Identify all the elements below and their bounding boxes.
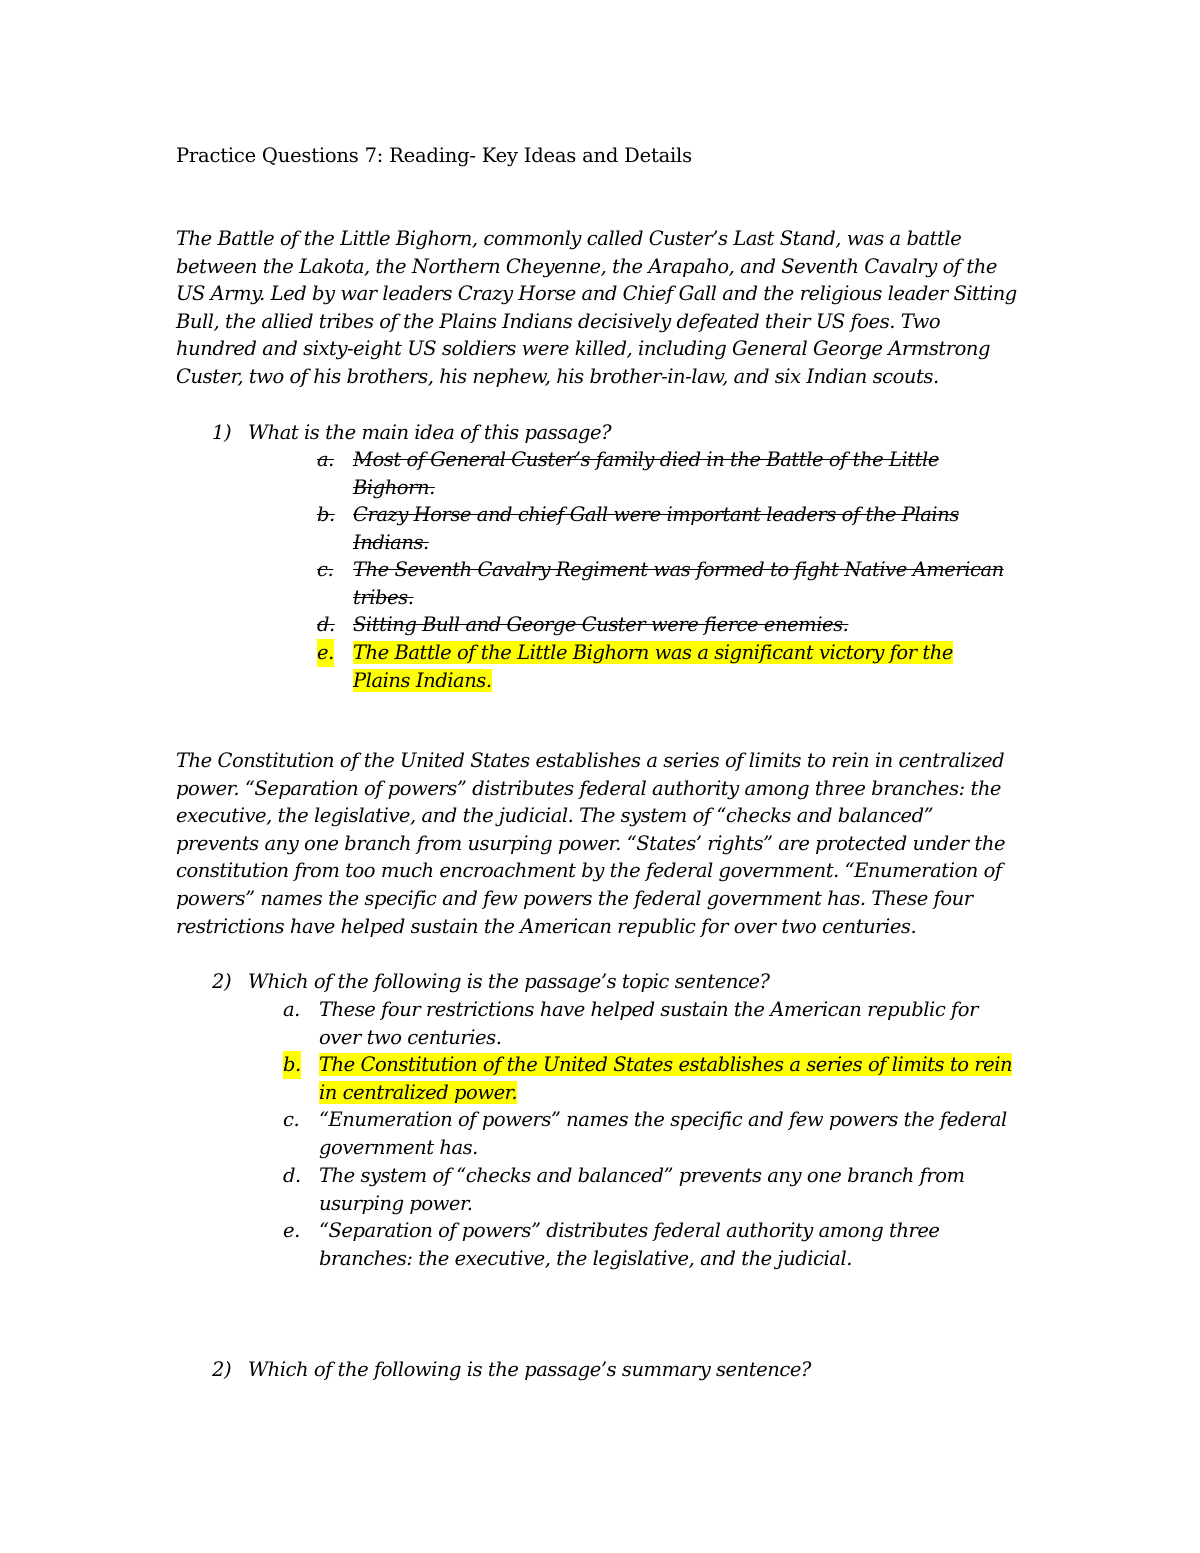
passage-line: US Army. Led by war leaders Crazy Horse and Chief Gall and the religious leader Sitting	[176, 282, 1017, 306]
question-text: Which of the following is the passage’s summary sentence?	[248, 1358, 811, 1381]
question-number: 2)	[212, 970, 232, 993]
option-text-line: The system of “checks and balanced” prevents any one branch from	[319, 1164, 965, 1187]
option-text-line: “Enumeration of powers” names the specific and few powers the federal	[319, 1108, 1007, 1131]
option-text-line: Most of General Custer’s family died in the Battle of the Little	[353, 448, 939, 471]
option-letter: a.	[317, 448, 334, 471]
option-text-line: usurping power.	[319, 1191, 473, 1215]
option-letter: c.	[317, 558, 334, 581]
question-number: 1)	[212, 421, 232, 444]
page-title: Practice Questions 7: Reading- Key Ideas and Details	[176, 144, 692, 167]
option-text-line: The Seventh Cavalry Regiment was formed to fight Native American	[353, 558, 1004, 581]
passage-line: constitution from too much encroachment by the federal government. “Enumeration of	[176, 859, 1002, 883]
option-text-line-highlighted: The Constitution of the United States establishes a series of limits to rein	[319, 1053, 1013, 1076]
option-text-line-highlighted: The Battle of the Little Bighorn was a significant victory for the	[353, 641, 953, 664]
passage-line: Custer, two of his brothers, his nephew, his brother-in-law, and six Indian scouts.	[176, 364, 939, 388]
option-text-line: Crazy Horse and chief Gall were important leaders of the Plains	[353, 503, 959, 526]
option-text-line: Indians.	[353, 530, 429, 554]
option-letter: e.	[283, 1219, 300, 1242]
option-text-line: branches: the executive, the legislative, and the judicial.	[319, 1246, 853, 1270]
option-text-line: government has.	[319, 1135, 478, 1159]
option-letter: a.	[283, 998, 300, 1021]
passage-line: between the Lakota, the Northern Cheyenne, the Arapaho, and Seventh Cavalry of the	[176, 254, 998, 278]
option-letter: b.	[283, 1051, 301, 1079]
passage-line: The Constitution of the United States establishes a series of limits to rein in centralized	[176, 749, 1005, 772]
passage-line: The Battle of the Little Bighorn, commonly called Custer’s Last Stand, was a battle	[176, 227, 962, 250]
option-text-line: Sitting Bull and George Custer were fierce enemies.	[353, 613, 849, 636]
option-text-line: over two centuries.	[319, 1025, 502, 1049]
question-3	[212, 1356, 811, 1384]
option-letter: d.	[317, 613, 335, 636]
passage-constitution	[176, 747, 1036, 940]
passage-line: hundred and sixty-eight US soldiers were killed, including General George Armstrong	[176, 337, 991, 361]
passage-line: powers” names the specific and few powers the federal government has. These four	[176, 886, 973, 910]
option-text-line: tribes.	[353, 585, 414, 609]
passage-line: power. “Separation of powers” distributes federal authority among three branches: the	[176, 776, 1002, 800]
option-letter: e.	[317, 639, 334, 667]
passage-line: Bull, the allied tribes of the Plains Indians decisively defeated their US foes. Two	[176, 309, 941, 333]
question-text: What is the main idea of this passage?	[248, 421, 612, 444]
option-text-line-highlighted: in centralized power.	[319, 1080, 518, 1104]
question-text: Which of the following is the passage’s topic sentence?	[248, 970, 770, 993]
passage-line: executive, the legislative, and the judicial. The system of “checks and balanced”	[176, 804, 934, 828]
option-letter: c.	[283, 1108, 300, 1131]
option-text-line: Bighorn.	[353, 475, 435, 499]
option-text-line: These four restrictions have helped sustain the American republic for	[319, 998, 978, 1021]
question-2	[212, 968, 770, 996]
passage-line: restrictions have helped sustain the American republic for over two centuries.	[176, 914, 917, 938]
question-number: 2)	[212, 1358, 232, 1381]
passage-little-bighorn	[176, 225, 1036, 391]
option-letter: b.	[317, 503, 335, 526]
passage-line: prevents any one branch from usurping power. “States’ rights” are protected under the	[176, 831, 1006, 855]
question-1	[212, 419, 611, 447]
option-letter: d.	[283, 1164, 301, 1187]
option-text-line-highlighted: Plains Indians.	[353, 668, 492, 692]
option-text-line: “Separation of powers” distributes federal authority among three	[319, 1219, 940, 1242]
